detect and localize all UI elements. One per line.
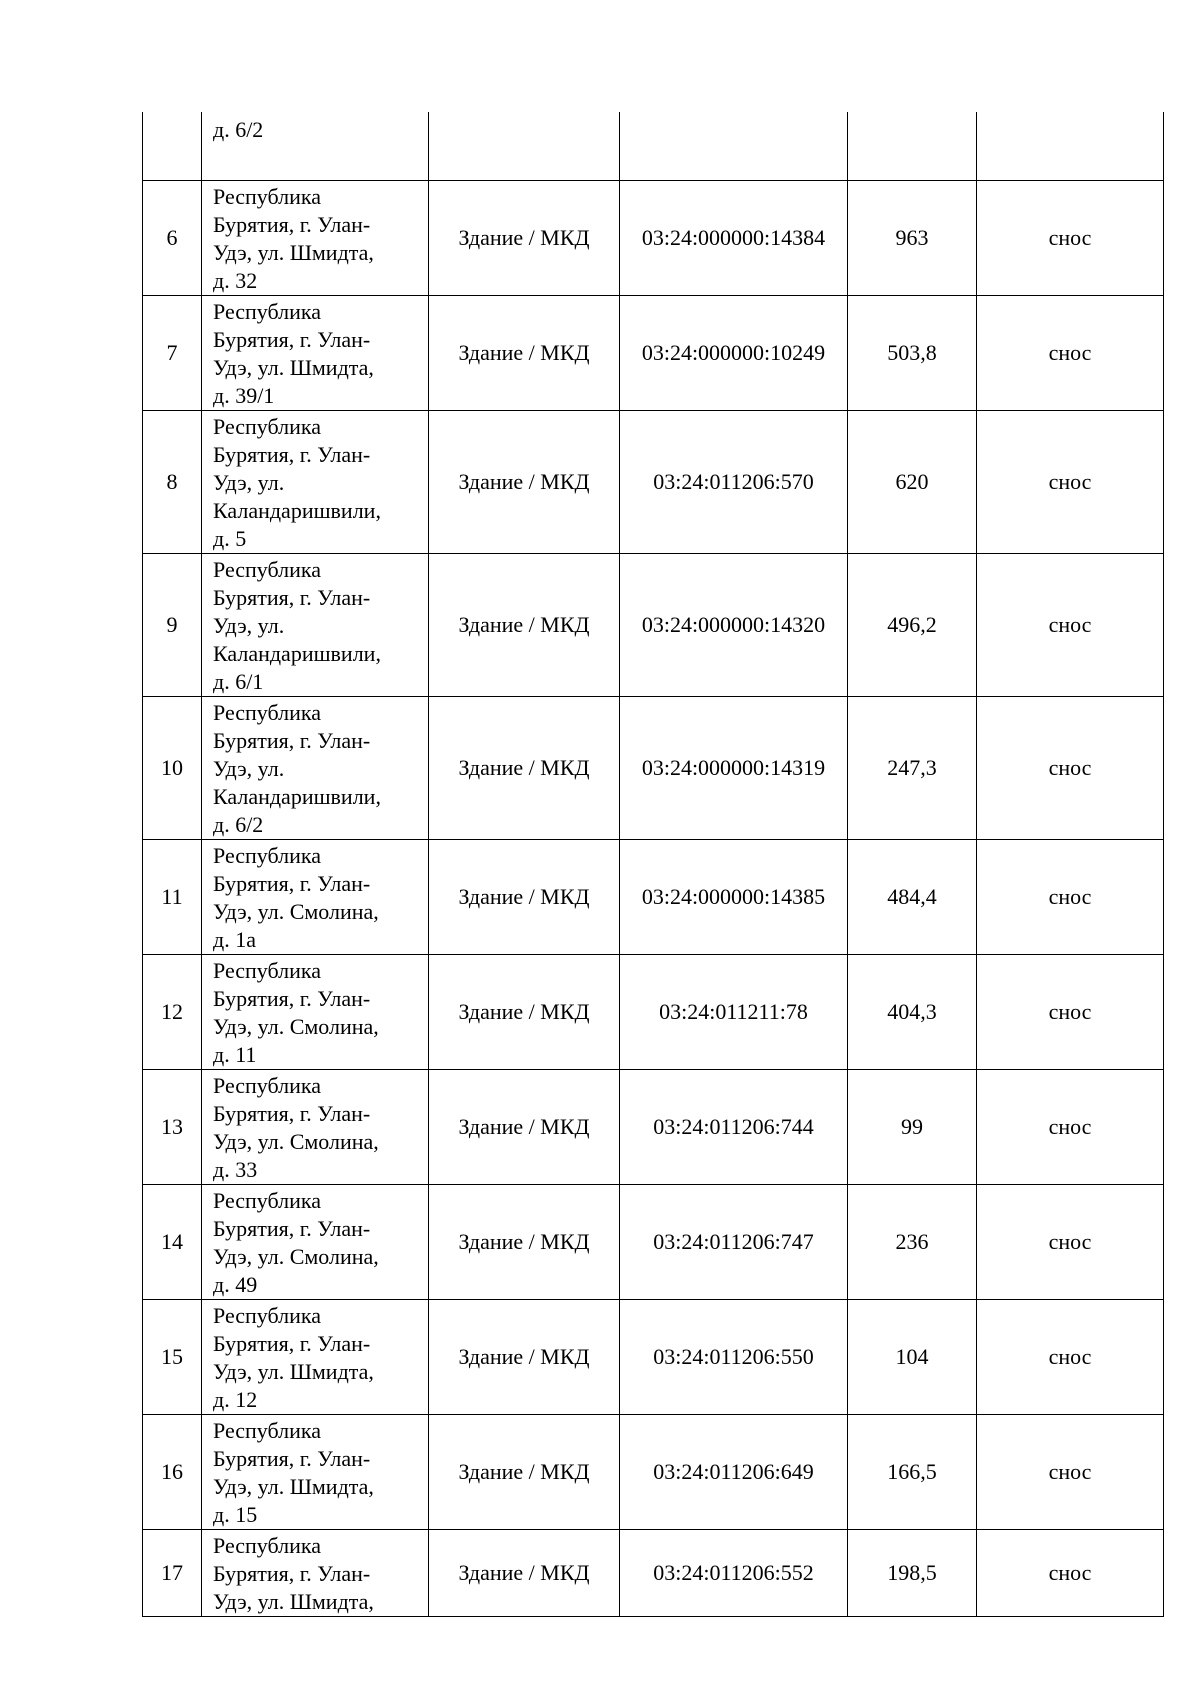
row-number: 14	[143, 1185, 202, 1300]
row-action: снос	[977, 1530, 1164, 1617]
address-text: д. 6/2	[213, 117, 264, 142]
address-text: Республика Бурятия, г. Улан- Удэ, ул. Шмидта, д. 32	[213, 184, 374, 293]
table-row	[143, 697, 1164, 840]
row-area: 484,4	[848, 840, 977, 955]
row-cadastral-number: 03:24:011206:649	[620, 1415, 848, 1530]
row-cadastral-number: 03:24:000000:14384	[620, 181, 848, 296]
row-object-type: Здание / МКД	[429, 1530, 620, 1617]
row-object-type: Здание / МКД	[429, 1070, 620, 1185]
row-action: снос	[977, 1300, 1164, 1415]
row-number: 11	[143, 840, 202, 955]
address-text: Республика Бурятия, г. Улан- Удэ, ул. Каландаришвили, д. 6/2	[213, 700, 381, 837]
row-action: снос	[977, 697, 1164, 840]
row-address	[202, 1415, 429, 1530]
table-row	[143, 411, 1164, 554]
table-row	[143, 112, 1164, 181]
row-number: 12	[143, 955, 202, 1070]
row-number: 7	[143, 296, 202, 411]
row-object-type: Здание / МКД	[429, 955, 620, 1070]
row-object-type: Здание / МКД	[429, 411, 620, 554]
address-text: Республика Бурятия, г. Улан- Удэ, ул. Шмидта, д. 12	[213, 1303, 374, 1412]
row-object-type: Здание / МКД	[429, 840, 620, 955]
row-address	[202, 1070, 429, 1185]
address-text: Республика Бурятия, г. Улан- Удэ, ул. Каландаришвили, д. 6/1	[213, 557, 381, 694]
row-area: 963	[848, 181, 977, 296]
row-action: снос	[977, 1070, 1164, 1185]
row-action: снос	[977, 955, 1164, 1070]
row-number: 15	[143, 1300, 202, 1415]
row-cadastral-number: 03:24:000000:14385	[620, 840, 848, 955]
row-number: 6	[143, 181, 202, 296]
table-row	[143, 181, 1164, 296]
row-action: снос	[977, 1185, 1164, 1300]
row-address	[202, 697, 429, 840]
address-text: Республика Бурятия, г. Улан- Удэ, ул. Каландаришвили, д. 5	[213, 414, 381, 551]
row-number: 13	[143, 1070, 202, 1185]
table-row	[143, 1415, 1164, 1530]
row-number: 8	[143, 411, 202, 554]
row-number	[143, 112, 202, 181]
row-action: снос	[977, 181, 1164, 296]
row-object-type: Здание / МКД	[429, 1185, 620, 1300]
row-object-type: Здание / МКД	[429, 181, 620, 296]
row-address	[202, 840, 429, 955]
table-row	[143, 840, 1164, 955]
row-cadastral-number: 03:24:000000:10249	[620, 296, 848, 411]
row-action: снос	[977, 296, 1164, 411]
row-area: 496,2	[848, 554, 977, 697]
row-number: 9	[143, 554, 202, 697]
address-text: Республика Бурятия, г. Улан- Удэ, ул. Смолина, д. 11	[213, 958, 379, 1067]
buildings-table	[142, 112, 1164, 1617]
row-cadastral-number: 03:24:000000:14319	[620, 697, 848, 840]
row-cadastral-number	[620, 112, 848, 181]
row-address	[202, 1185, 429, 1300]
table-row	[143, 1185, 1164, 1300]
row-cadastral-number: 03:24:011206:747	[620, 1185, 848, 1300]
row-address	[202, 955, 429, 1070]
row-object-type: Здание / МКД	[429, 554, 620, 697]
row-number: 10	[143, 697, 202, 840]
row-address	[202, 411, 429, 554]
row-address	[202, 181, 429, 296]
table-row	[143, 1070, 1164, 1185]
row-area: 198,5	[848, 1530, 977, 1617]
address-text: Республика Бурятия, г. Улан- Удэ, ул. Смолина, д. 49	[213, 1188, 379, 1297]
row-cadastral-number: 03:24:011206:570	[620, 411, 848, 554]
row-area: 404,3	[848, 955, 977, 1070]
row-cadastral-number: 03:24:011206:550	[620, 1300, 848, 1415]
table-row	[143, 1300, 1164, 1415]
row-area: 236	[848, 1185, 977, 1300]
row-cadastral-number: 03:24:011206:552	[620, 1530, 848, 1617]
row-area: 99	[848, 1070, 977, 1185]
address-text: Республика Бурятия, г. Улан- Удэ, ул. Смолина, д. 1а	[213, 843, 379, 952]
row-object-type: Здание / МКД	[429, 1415, 620, 1530]
row-action: снос	[977, 1415, 1164, 1530]
address-text: Республика Бурятия, г. Улан- Удэ, ул. Шмидта,	[213, 1533, 374, 1614]
row-action: снос	[977, 840, 1164, 955]
address-text: Республика Бурятия, г. Улан- Удэ, ул. Шмидта, д. 15	[213, 1418, 374, 1527]
table-row	[143, 955, 1164, 1070]
row-area: 166,5	[848, 1415, 977, 1530]
row-address	[202, 112, 429, 181]
row-address	[202, 296, 429, 411]
row-area	[848, 112, 977, 181]
row-address	[202, 1300, 429, 1415]
row-number: 16	[143, 1415, 202, 1530]
address-text: Республика Бурятия, г. Улан- Удэ, ул. Шмидта, д. 39/1	[213, 299, 374, 408]
row-area: 104	[848, 1300, 977, 1415]
table-row	[143, 554, 1164, 697]
row-cadastral-number: 03:24:011206:744	[620, 1070, 848, 1185]
row-address	[202, 554, 429, 697]
row-action: снос	[977, 411, 1164, 554]
row-action: снос	[977, 554, 1164, 697]
row-area: 247,3	[848, 697, 977, 840]
row-object-type	[429, 112, 620, 181]
row-action	[977, 112, 1164, 181]
row-cadastral-number: 03:24:011211:78	[620, 955, 848, 1070]
table-row	[143, 296, 1164, 411]
row-object-type: Здание / МКД	[429, 697, 620, 840]
row-area: 620	[848, 411, 977, 554]
row-cadastral-number: 03:24:000000:14320	[620, 554, 848, 697]
address-text: Республика Бурятия, г. Улан- Удэ, ул. Смолина, д. 33	[213, 1073, 379, 1182]
row-area: 503,8	[848, 296, 977, 411]
table-row	[143, 1530, 1164, 1617]
row-address	[202, 1530, 429, 1617]
row-object-type: Здание / МКД	[429, 1300, 620, 1415]
row-number: 17	[143, 1530, 202, 1617]
row-object-type: Здание / МКД	[429, 296, 620, 411]
